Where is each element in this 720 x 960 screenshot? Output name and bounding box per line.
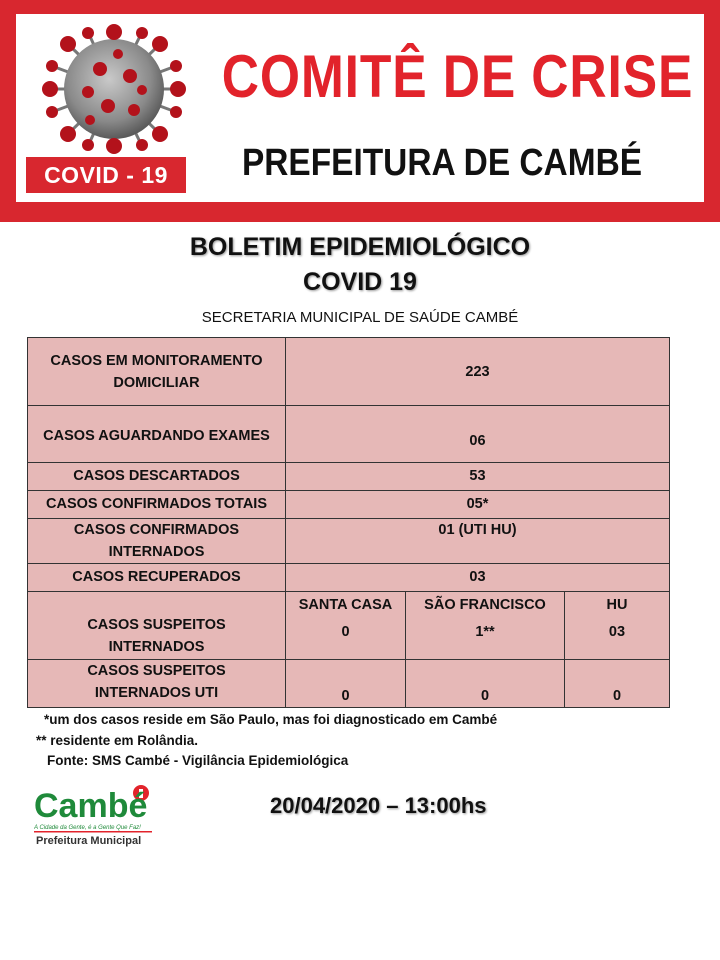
label-line: CASOS EM MONITORAMENTO — [50, 353, 263, 369]
hospital-name: HU — [606, 597, 628, 613]
value-text: 03 — [608, 624, 626, 640]
bulletin-subtitle: COVID 19 — [303, 268, 417, 296]
cambe-logo-art — [34, 783, 156, 849]
value-text: 0 — [480, 688, 490, 704]
label-line: INTERNADOS — [108, 639, 205, 655]
epidemiological-table — [27, 337, 670, 708]
bulletin-title: BOLETIM EPIDEMIOLÓGICO — [189, 233, 531, 261]
value-text: 03 — [469, 569, 486, 585]
logo-caption: Prefeitura Municipal — [36, 835, 142, 847]
department-name: SECRETARIA MUNICIPAL DE SAÚDE CAMBÉ — [201, 309, 519, 326]
uti-value-santa-casa — [285, 659, 406, 708]
uti-value-hu — [564, 659, 670, 708]
footnote-sao-paulo: *um dos casos reside em São Paulo, mas foi diagnosticado em Cambé — [44, 712, 498, 727]
hospital-cell-hu — [564, 591, 670, 660]
committee-title: COMITÊ DE CRISE — [221, 43, 694, 110]
label-line: CASOS SUSPEITOS — [87, 663, 226, 679]
uti-value-sao-francisco — [405, 659, 565, 708]
table-row-value — [285, 490, 670, 519]
label-line: CASOS CONFIRMADOS — [73, 522, 240, 538]
table-row-value — [285, 337, 670, 406]
label-line: CASOS CONFIRMADOS TOTAIS — [46, 496, 267, 512]
value-text: 0 — [341, 624, 350, 640]
table-row-label — [27, 490, 286, 519]
logo-wordmark: Cambé — [34, 787, 148, 825]
table-row-label — [27, 518, 286, 564]
value-text: 1** — [475, 624, 495, 640]
table-row-value — [285, 405, 670, 463]
hospital-cell-sao-francisco — [405, 591, 565, 660]
value-text: 06 — [469, 433, 486, 449]
hospital-cell-santa-casa — [285, 591, 406, 660]
hospital-name: SANTA CASA — [298, 597, 393, 613]
table-row-value — [285, 563, 670, 592]
table-row-value — [285, 462, 670, 491]
label-line: CASOS RECUPERADOS — [72, 569, 241, 585]
header-banner — [0, 0, 720, 222]
hospital-name: SÃO FRANCISCO — [424, 597, 546, 613]
logo-tagline: A Cidade da Gente, é a Gente Que Faz! — [34, 825, 141, 831]
covid-19-badge: COVID - 19 — [26, 157, 186, 193]
value-text: 53 — [469, 468, 486, 484]
table-row-label — [27, 405, 286, 463]
bulletin-datetime: 20/04/2020 – 13:00hs — [270, 793, 487, 818]
value-text: 0 — [612, 688, 622, 704]
table-row-label — [27, 337, 286, 406]
cambe-logo — [34, 783, 156, 849]
source-note: Fonte: SMS Cambé - Vigilância Epidemiológica — [47, 753, 349, 768]
label-line: INTERNADOS — [108, 544, 205, 560]
coronavirus-icon — [30, 24, 198, 154]
header-panel — [16, 14, 704, 202]
label-line: CASOS AGUARDANDO EXAMES — [43, 428, 270, 444]
table-row-label — [27, 591, 286, 660]
value-text: 01 (UTI HU) — [438, 522, 517, 538]
label-line: CASOS SUSPEITOS — [87, 617, 226, 633]
label-line: INTERNADOS UTI — [94, 685, 219, 701]
city-hall-title: PREFEITURA DE CAMBÉ — [241, 142, 643, 184]
table-row-label — [27, 462, 286, 491]
value-text: 223 — [465, 364, 490, 380]
footnote-rolandia: ** residente em Rolândia. — [36, 733, 199, 748]
label-line: DOMICILIAR — [113, 375, 200, 391]
value-text: 05* — [466, 496, 489, 512]
table-row-value — [285, 518, 670, 564]
value-text: 0 — [341, 688, 350, 704]
label-line: CASOS DESCARTADOS — [73, 468, 240, 484]
table-row-label — [27, 563, 286, 592]
table-row-label — [27, 659, 286, 708]
